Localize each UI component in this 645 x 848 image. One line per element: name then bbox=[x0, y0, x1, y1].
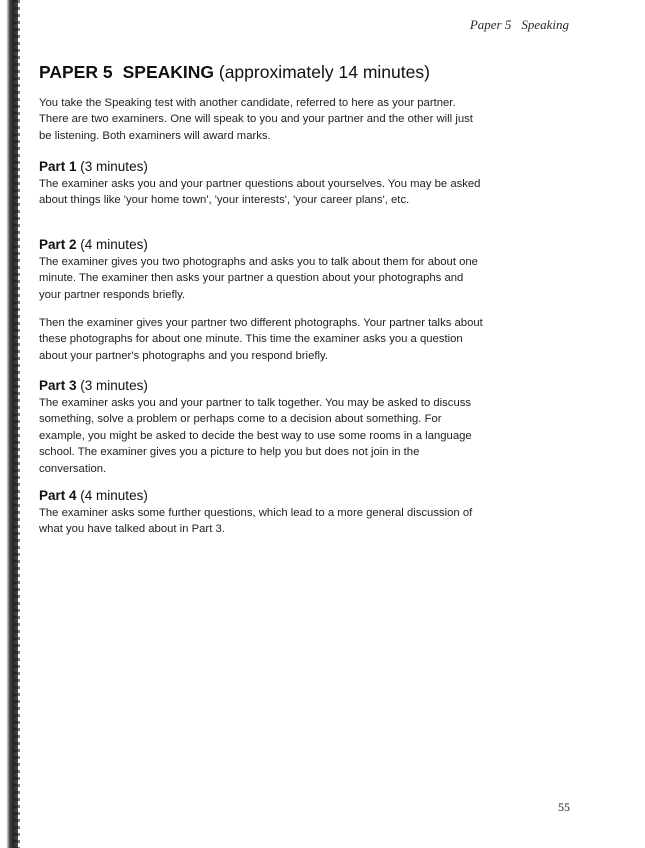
part-1-heading bbox=[39, 158, 484, 175]
part-3-paragraph: The examiner asks you and your partner to talk together. You may be asked to discuss something, solve a problem or perhaps come to a decision about something. For example, you might be asked to decide the best way to use some rooms in a language school. The examiner gives you a picture to help you but does not join in the conversation. bbox=[39, 397, 472, 475]
part-2-duration: (4 minutes) bbox=[80, 237, 148, 252]
scan-shadow-edge bbox=[0, 0, 18, 848]
part-1-section bbox=[39, 158, 484, 209]
part-4-section bbox=[39, 487, 484, 538]
part-3-duration: (3 minutes) bbox=[80, 378, 148, 393]
part-3-heading bbox=[39, 377, 484, 394]
part-1-label: Part 1 bbox=[39, 159, 77, 174]
part-2-continued bbox=[39, 315, 484, 364]
intro-paragraph-block bbox=[39, 95, 484, 144]
intro-paragraph: You take the Speaking test with another candidate, referred to here as your partner. There are two examiners. One will speak to you and your partner and the other will just be listening. Both examiners will award marks. bbox=[39, 97, 473, 142]
part-3-section bbox=[39, 377, 484, 477]
part-1-duration: (3 minutes) bbox=[80, 159, 148, 174]
running-head-section: Speaking bbox=[521, 17, 569, 32]
part-2-label: Part 2 bbox=[39, 237, 77, 252]
running-head bbox=[470, 17, 569, 33]
title-duration: (approximately 14 minutes) bbox=[218, 62, 430, 82]
title-paper: PAPER 5 bbox=[39, 62, 113, 82]
part-2-paragraph-1: The examiner gives you two photographs and asks you to talk about them for about one minute. The examiner then asks your partner a question about your photographs and your partner responds briefly. bbox=[39, 256, 478, 301]
part-4-label: Part 4 bbox=[39, 488, 77, 503]
part-2-paragraph-2: Then the examiner gives your partner two different photographs. Your partner talks about these photographs for about one minute. This time the examiner asks you a question about your partner's photographs and you respond briefly. bbox=[39, 317, 483, 362]
running-head-paper: Paper 5 bbox=[469, 17, 512, 32]
part-4-paragraph: The examiner asks some further questions, which lead to a more general discussion of what you have talked about in Part 3. bbox=[39, 507, 473, 536]
part-4-duration: (4 minutes) bbox=[80, 488, 148, 503]
part-3-label: Part 3 bbox=[39, 378, 77, 393]
part-1-paragraph: The examiner asks you and your partner questions about yourselves. You may be asked about things like 'your home town', 'your interests', 'your career plans', etc. bbox=[39, 178, 481, 207]
page-title bbox=[39, 62, 430, 83]
page-number: 55 bbox=[558, 800, 570, 814]
part-2-section bbox=[39, 236, 484, 303]
title-section: SPEAKING bbox=[122, 62, 214, 82]
part-2-heading bbox=[39, 236, 484, 253]
part-4-heading bbox=[39, 487, 484, 504]
